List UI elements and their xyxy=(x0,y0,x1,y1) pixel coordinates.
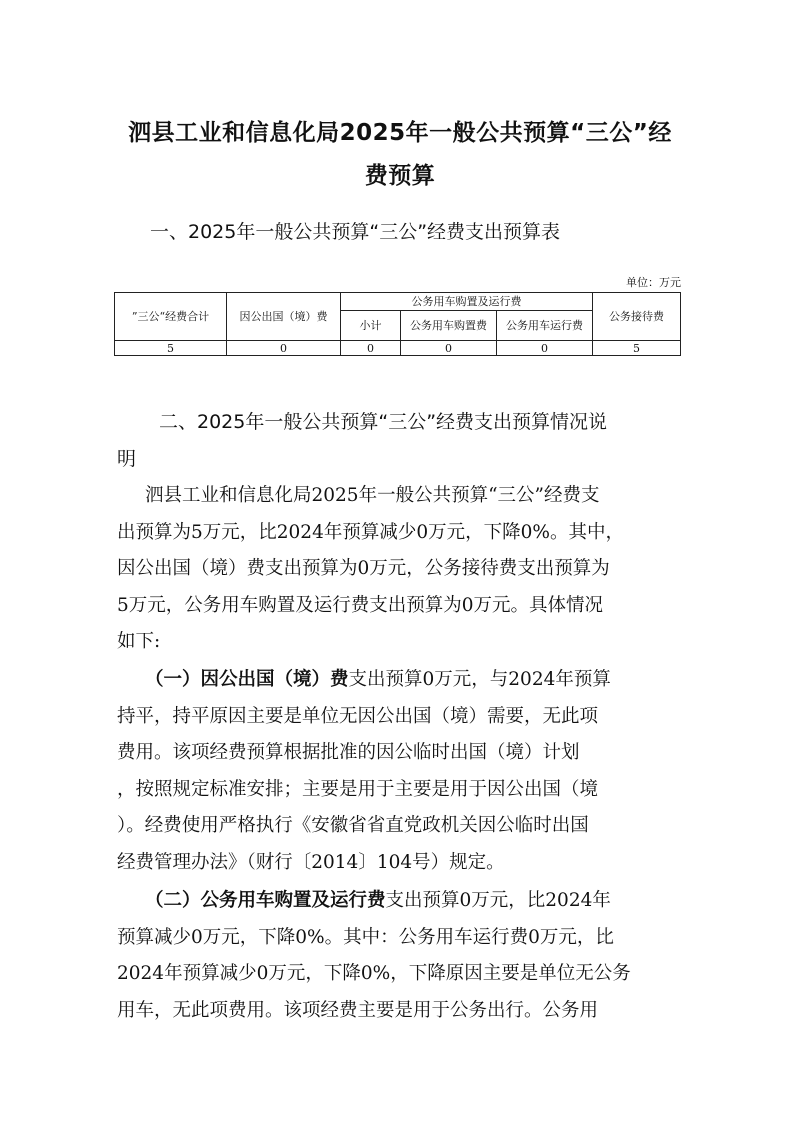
para-line: 因公出国（境）费支出预算为0万元，公务接待费支出预算为 xyxy=(117,558,610,580)
cell-vehicle-purchase: 0 xyxy=(401,341,497,356)
para-line: 用车，无此项费用。该项经费主要是用于公务出行。公务用 xyxy=(117,999,599,1021)
unit-label: 单位：万元 xyxy=(626,276,681,289)
cell-vehicle-operation: 0 xyxy=(497,341,593,356)
para-line: ，按照规定标准安排；主要是用于主要是用于因公出国（境 xyxy=(117,778,599,800)
budget-table xyxy=(114,292,681,356)
para-line: 支出预算0万元，与2024年预算 xyxy=(348,669,611,690)
section-2-heading xyxy=(117,404,677,478)
para-line: ）。经费使用严格执行《安徽省省直党政机关因公临时出国 xyxy=(117,815,589,837)
section-1-heading: 一、2025年一般公共预算“三公”经费支出预算表 xyxy=(150,221,561,243)
section-2-heading-line-2: 明 xyxy=(117,448,137,470)
para-line: 费用。该项经费预算根据批准的因公临时出国（境）计划 xyxy=(117,742,580,764)
para-line: 预算减少0万元，下降0%。其中：公务用车运行费0万元，比 xyxy=(117,926,614,948)
cell-abroad: 0 xyxy=(227,341,341,356)
header-reception: 公务接待费 xyxy=(593,293,681,341)
header-vehicle-purchase: 公务用车购置费 xyxy=(401,311,497,341)
header-vehicle-group: 公务用车购置及运行费 xyxy=(341,293,593,311)
title-line-2: 费预算 xyxy=(364,163,436,189)
para-line: 出预算为5万元，比2024年预算减少0万元，下降0%。其中， xyxy=(117,521,624,543)
document-title xyxy=(100,112,700,198)
para-line: 2024年预算减少0万元，下降0%，下降原因主要是单位无公务 xyxy=(117,963,631,985)
header-total: ”三公“经费合计 xyxy=(115,293,227,341)
para-line: 泗县工业和信息化局2025年一般公共预算“三公”经费支 xyxy=(145,485,600,506)
paragraph-summary xyxy=(117,478,682,661)
para-vehicle-heading: （二）公务用车购置及运行费 xyxy=(145,890,386,911)
header-vehicle-operation: 公务用车运行费 xyxy=(497,311,593,341)
para-line: 经费管理办法》（财行〔2014〕104号）规定。 xyxy=(117,851,505,873)
para-line: 5万元，公务用车购置及运行费支出预算为0万元。具体情况 xyxy=(117,594,604,616)
para-line: 如下: xyxy=(117,631,161,653)
header-subtotal: 小计 xyxy=(341,311,401,341)
title-line-1: 泗县工业和信息化局2025年一般公共预算“三公”经 xyxy=(128,120,672,146)
cell-reception: 5 xyxy=(593,341,681,356)
paragraph-vehicle xyxy=(117,883,682,1029)
para-line: 持平，持平原因主要是单位无因公出国（境）需要，无此项 xyxy=(117,705,599,727)
cell-total: 5 xyxy=(115,341,227,356)
table-row xyxy=(115,341,681,356)
paragraph-abroad xyxy=(117,662,682,882)
para-line: 支出预算0万元，比2024年 xyxy=(385,890,611,911)
cell-subtotal: 0 xyxy=(341,341,401,356)
para-abroad-heading: （一）因公出国（境）费 xyxy=(145,669,349,690)
header-abroad: 因公出国（境）费 xyxy=(227,293,341,341)
section-2-heading-line-1: 二、2025年一般公共预算“三公”经费支出预算情况说 xyxy=(159,411,608,433)
